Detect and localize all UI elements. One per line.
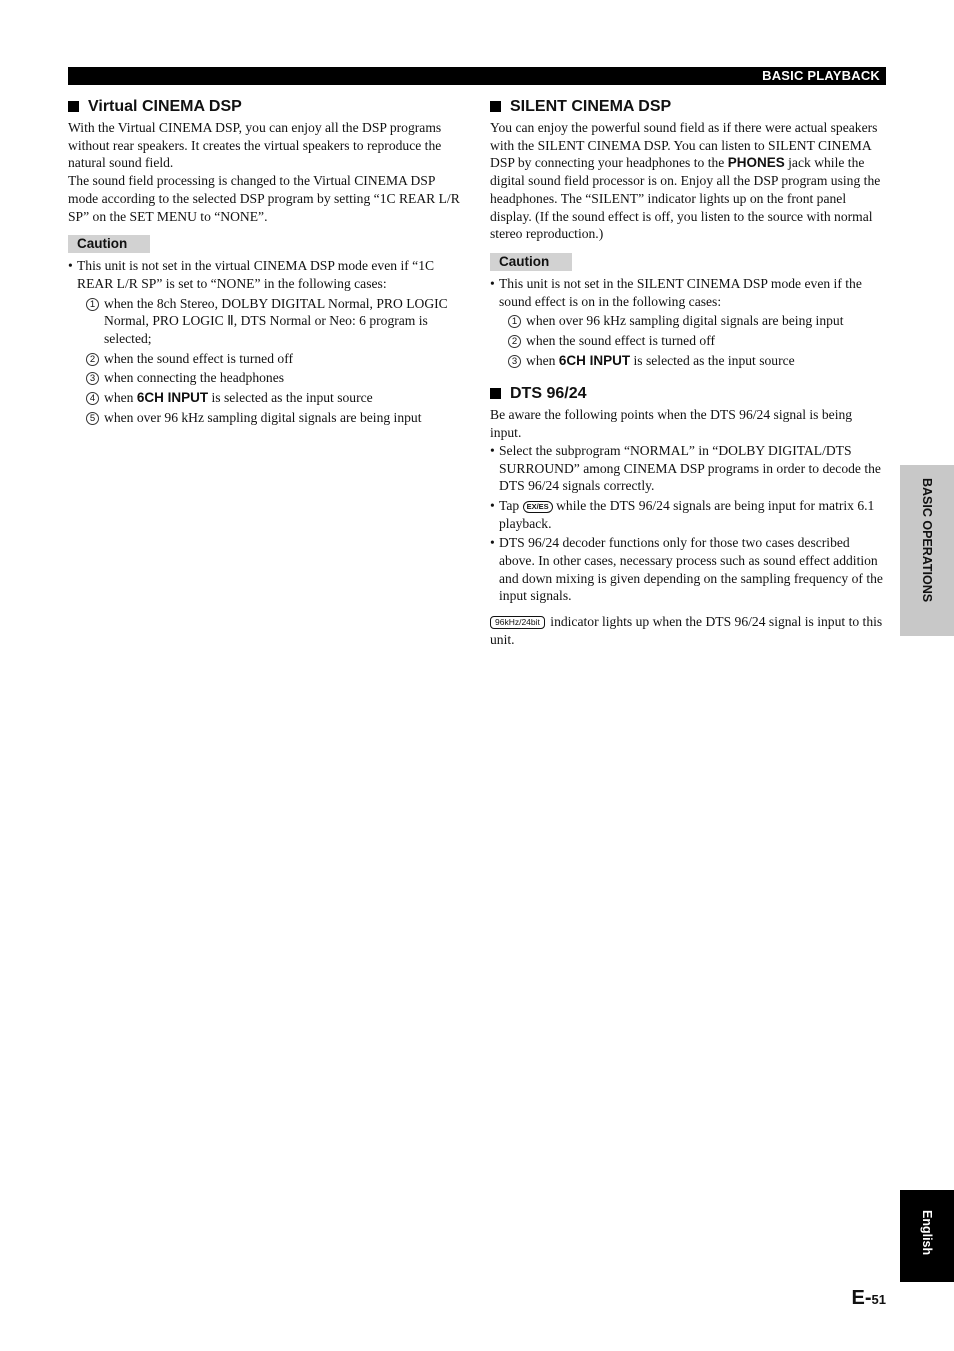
case-text-post: is selected as the input source [630, 352, 795, 368]
circled-number-icon: 4 [86, 392, 99, 405]
bullet-dot-icon: • [490, 497, 495, 513]
side-tab-basic-operations [900, 465, 954, 636]
case-item [68, 295, 464, 348]
dts-96-24-heading [490, 383, 886, 404]
dts-bullet-text-pre: Tap [499, 497, 523, 513]
circled-number-icon: 5 [86, 412, 99, 425]
case-text-pre: when [526, 352, 559, 368]
case-text: when over 96 kHz sampling digital signals are being input [104, 409, 422, 425]
page-number [852, 1287, 886, 1310]
case-text: when the sound effect is turned off [104, 350, 294, 366]
bullet-dot-icon: • [68, 258, 73, 274]
case-item [490, 332, 886, 350]
caution-label: Caution [68, 235, 150, 253]
indicator-text: indicator lights up when the DTS 96/24 signal is input to this unit. [490, 614, 883, 647]
case-text: when the 8ch Stereo, DOLBY DIGITAL Normal, PRO LOGIC Normal, PRO LOGIC Ⅱ, DTS Normal or Neo: 6 program is selected; [104, 295, 448, 347]
left-column [68, 96, 464, 429]
intro-paragraph-2: The sound field processing is changed to the Virtual CINEMA DSP mode according to the selected DSP program by setting “1C REAR L/R SP” on the SET MENU to “NONE”. [68, 173, 460, 224]
dts-bullet [490, 442, 886, 495]
indicator-note [490, 613, 886, 648]
dts-bullet [490, 497, 886, 532]
dts-bullet-text-post: while the DTS 96/24 signals are being input for matrix 6.1 playback. [499, 497, 875, 531]
intro-paragraph-1: With the Virtual CINEMA DSP, you can enjoy all the DSP programs without rear speakers. It creates the virtual speakers to reproduce the natural sound field. [68, 120, 442, 171]
ex-es-button-icon: EX/ES [523, 501, 553, 513]
dts-bullet-text: Select the subprogram “NORMAL” in “DOLBY DIGITAL/DTS SURROUND” among CINEMA DSP programs in order to decode the DTS 96/24 signals correctly. [499, 442, 881, 494]
caution-text: This unit is not set in the SILENT CINEMA DSP mode even if the sound effect is on in the following cases: [499, 275, 862, 309]
dts-bullet [490, 534, 886, 605]
case-text-pre: when [104, 390, 137, 406]
silent-cinema-dsp-heading [490, 96, 886, 117]
silent-text-b: jack while the digital sound field processor is on. Enjoy all the DSP program using the headphones. The “SILENT” indicator lights up on the front panel display. (If the sound effect is off, you listen to the source with normal stereo reproduction.) [490, 155, 881, 242]
case-text-bold: 6CH INPUT [136, 390, 209, 406]
bullet-dot-icon: • [490, 535, 495, 551]
dts-intro: Be aware the following points when the DTS 96/24 signal is being input. [490, 407, 853, 441]
96khz-24bit-indicator-icon: 96kHz/24bit [490, 616, 545, 629]
case-text-bold: 6CH INPUT [558, 352, 631, 368]
side-tab-language [900, 1190, 954, 1282]
phones-bold: PHONES [727, 155, 785, 171]
square-bullet-icon [68, 101, 79, 112]
circled-number-icon: 1 [508, 315, 521, 328]
silent-paragraph [490, 119, 886, 243]
case-item [490, 352, 886, 370]
heading-text: SILENT CINEMA DSP [510, 98, 672, 115]
right-column [490, 96, 886, 649]
circled-number-icon: 3 [508, 355, 521, 368]
heading-text: DTS 96/24 [510, 385, 587, 403]
case-item [68, 389, 464, 407]
section-header-bar [68, 67, 886, 85]
case-item [68, 369, 464, 387]
page-num: 51 [871, 1292, 886, 1307]
virtual-cinema-dsp-heading [68, 96, 464, 117]
case-text: when the sound effect is turned off [526, 333, 716, 349]
bullet-dot-icon: • [490, 442, 495, 458]
circled-number-icon: 1 [86, 298, 99, 311]
dts-bullet-text: DTS 96/24 decoder functions only for those two cases described above. In other cases, necessary process such as sound effect addition and down mixing is given depending on the sampling frequency of the input signals. [499, 535, 883, 604]
caution-text: This unit is not set in the virtual CINEMA DSP mode even if “1C REAR L/R SP” is set to “NONE” in the following cases: [77, 258, 435, 291]
bullet-dot-icon: • [490, 275, 495, 291]
section-header-label: BASIC PLAYBACK [762, 68, 880, 83]
case-text: when connecting the headphones [104, 370, 285, 386]
caution-bullet [68, 257, 464, 292]
case-item [490, 312, 886, 330]
case-text: when over 96 kHz sampling digital signals are being input [526, 313, 844, 329]
circled-number-icon: 2 [86, 353, 99, 366]
case-item [68, 350, 464, 368]
page-prefix: E- [851, 1287, 872, 1309]
side-tab-label: BASIC OPERATIONS [920, 478, 934, 603]
square-bullet-icon [490, 388, 501, 399]
caution-bullet [490, 275, 886, 310]
case-text-post: is selected as the input source [208, 390, 373, 406]
case-item [68, 409, 464, 427]
heading-text: Virtual CINEMA DSP [88, 98, 242, 115]
side-tab-label: English [920, 1210, 934, 1256]
square-bullet-icon [490, 101, 501, 112]
caution-label: Caution [490, 253, 572, 271]
silent-text-a: You can enjoy the powerful sound field as if there were actual speakers with the SILENT CINEMA DSP. You can listen to SILENT CINEMA DSP by connecting your headphones to the [490, 120, 878, 171]
circled-number-icon: 2 [508, 335, 521, 348]
circled-number-icon: 3 [86, 372, 99, 385]
